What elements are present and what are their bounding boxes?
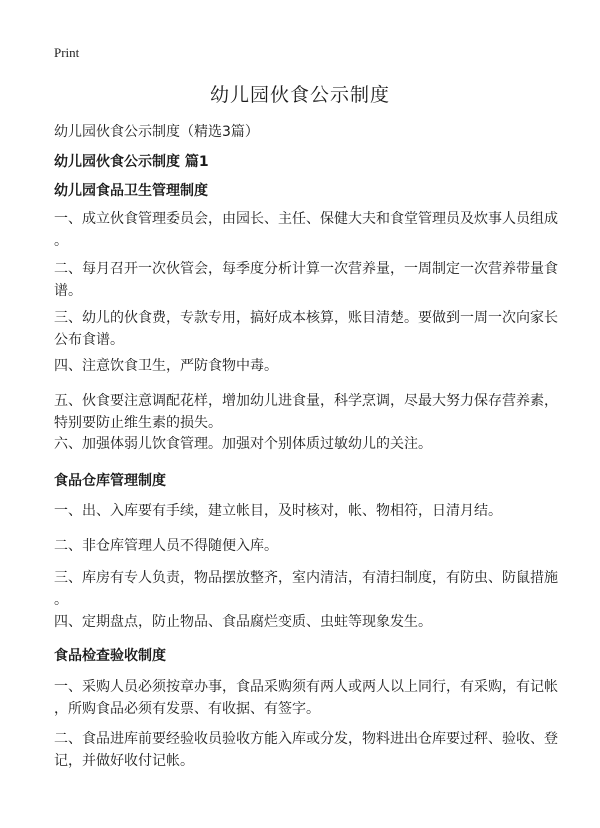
paragraph	[54, 728, 558, 772]
paragraph	[54, 307, 558, 351]
page-title: 幼儿园伙食公示制度	[209, 84, 390, 106]
paragraph-line: 二、每月召开一次伙管会，每季度分析计算一次营养量，一周制定一次营养带量食	[54, 261, 558, 277]
paragraph	[54, 567, 558, 611]
paragraph	[54, 433, 554, 455]
paragraph-line: 公布食谱。	[54, 332, 124, 348]
paragraph-line: 记，并做好收付记帐。	[54, 753, 194, 769]
paragraph-line: 五、伙食要注意调配花样，增加幼儿进食量，科学烹调，尽最大努力保存营养素，	[54, 393, 558, 409]
paragraph-line: 四、注意饮食卫生，严防食物中毒。	[54, 358, 278, 374]
paragraph-line: 六、加强体弱儿饮食管理。加强对个别体质过敏幼儿的关注。	[54, 436, 432, 452]
paragraph	[54, 258, 558, 302]
paragraph-line: 。	[54, 592, 68, 608]
paragraph-line: 一、成立伙食管理委员会，由园长、主任、保健大夫和食堂管理员及炊事人员组成	[54, 211, 558, 227]
paragraph-line: 三、幼儿的伙食费，专款专用，搞好成本核算，账目清楚。要做到一周一次向家长	[54, 310, 558, 326]
section-heading: 食品检查验收制度	[54, 648, 166, 664]
paragraph	[54, 208, 558, 252]
paragraph-line: 特别要防止维生素的损失。	[54, 415, 222, 431]
paragraph-line: 四、定期盘点，防止物品、食品腐烂变质、虫蛀等现象发生。	[54, 614, 432, 630]
paragraph	[54, 355, 554, 377]
paragraph-line: 二、食品进库前要经验收员验收方能入库或分发，物料进出仓库要过秤、验收、登	[54, 731, 558, 747]
paragraph	[54, 676, 558, 720]
paragraph-line: 谱。	[54, 283, 82, 299]
section-heading: 食品仓库管理制度	[54, 473, 166, 489]
paragraph	[54, 611, 554, 633]
paragraph	[54, 535, 554, 557]
part-heading: 幼儿园伙食公示制度 篇1	[54, 154, 209, 170]
section-heading: 幼儿园食品卫生管理制度	[54, 183, 208, 199]
paragraph-line: 三、库房有专人负责，物品摆放整齐，室内清洁，有清扫制度，有防虫、防鼠措施	[54, 570, 558, 586]
print-label[interactable]: Print	[54, 45, 80, 60]
paragraph	[54, 500, 554, 522]
paragraph-line: 一、出、入库要有手续，建立帐目，及时核对，帐、物相符，日清月结。	[54, 503, 502, 519]
paragraph-line: 二、非仓库管理人员不得随便入库。	[54, 538, 278, 554]
paragraph	[54, 390, 558, 434]
paragraph-line: ，所购食品必须有发票、有收据、有签字。	[54, 701, 320, 717]
paragraph-line: 一、采购人员必须按章办事，食品采购须有两人或两人以上同行，有采购，有记帐	[54, 679, 558, 695]
document-subtitle: 幼儿园伙食公示制度（精选3篇）	[54, 124, 259, 140]
paragraph-line: 。	[54, 233, 68, 249]
